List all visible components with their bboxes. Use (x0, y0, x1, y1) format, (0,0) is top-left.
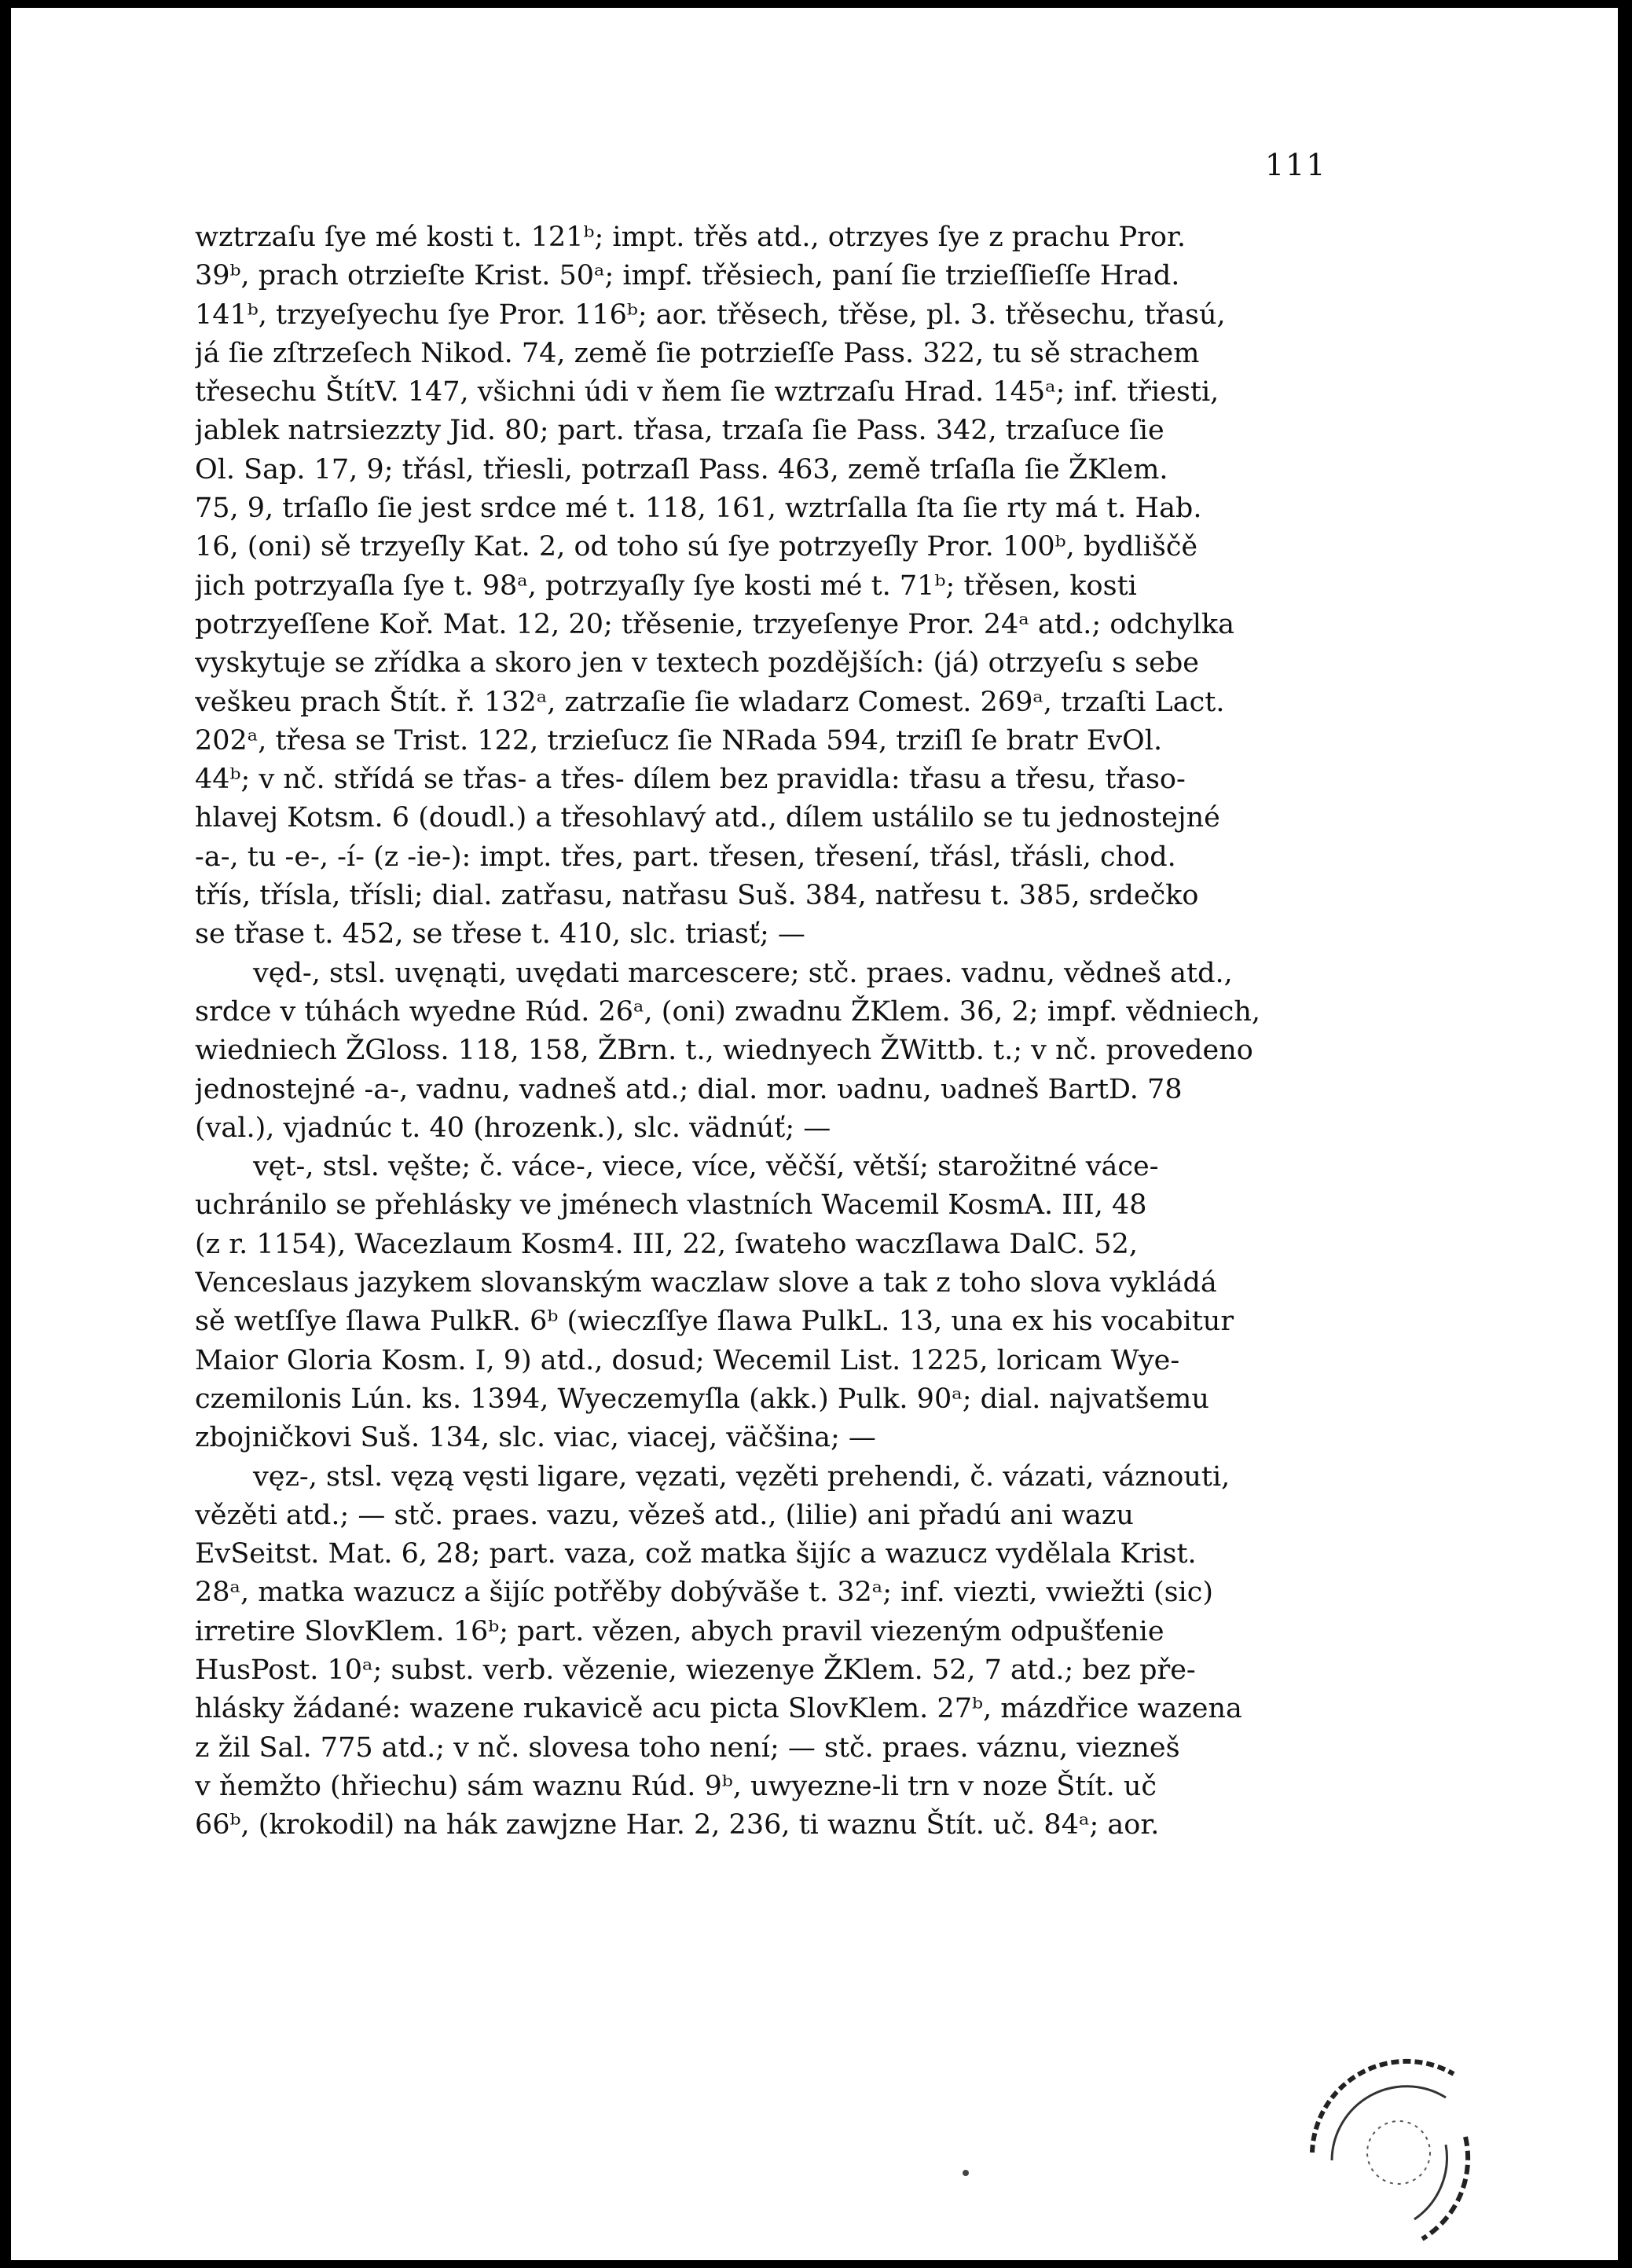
text-line: uchránilo se přehlásky ve jménech vlastních Wacemil KosmA. III, 48 (195, 1189, 1147, 1222)
text-line: veškeu prach Štít. ř. 132ᵃ, zatrzaſie ſie wladarz Comest. 269ᵃ, trzaſti Lact. (195, 686, 1225, 718)
text-line: 66ᵇ, (krokodil) na hák zawjzne Har. 2, 236, ti waznu Štít. uč. 84ᵃ; aor. (195, 1809, 1160, 1841)
entry-start-line: vęz-, stsl. vęzą vęsti ligare, vęzati, vęzěti prehendi, č. vázati, váznouti, (253, 1460, 1230, 1493)
text-line: 44ᵇ; v nč. střídá se třas- a třes- dílem bez pravidla: třasu a třesu, třaso- (195, 764, 1186, 796)
text-line: já ſie zſtrzeſech Nikod. 74, země ſie potrzieſſe Pass. 322, tu sě strachem (195, 337, 1200, 369)
text-line: HusPost. 10ᵃ; subst. verb. vězenie, wiezenye ŽKlem. 52, 7 atd.; bez pře- (195, 1654, 1196, 1686)
text-line: Ol. Sap. 17, 9; třásl, třiesli, potrzaſl Pass. 463, země trſaſla ſie ŽKlem. (195, 453, 1168, 485)
text-line: Maior Gloria Kosm. I, 9) atd., dosud; Wecemil List. 1225, loricam Wye- (195, 1344, 1180, 1376)
text-line: se třase t. 452, se třese t. 410, slc. triasť; — (195, 918, 805, 951)
text-line: irretire SlovKlem. 16ᵇ; part. vězen, abych pravil viezeným odpušťenie (195, 1615, 1164, 1647)
text-line: 202ᵃ, třesa se Trist. 122, trzieſucz ſie NRada 594, trziſl ſe bratr EvOl. (195, 724, 1163, 757)
text-line: -a-, tu -e-, -í- (z -ie-): impt. třes, part. třesen, třesení, třásl, třásli, chod. (195, 841, 1176, 873)
text-line: wztrzaſu ſye mé kosti t. 121ᵇ; impt. třěs atd., otrzyes ſye z prachu Pror. (195, 222, 1186, 253)
text-line: hlavej Kotsm. 6 (doudl.) a třesohlavý atd., dílem ustálilo se tu jednostejné (195, 802, 1220, 834)
text-line: srdce v túhách wyedne Rúd. 26ᵃ, (oni) zwadnu ŽKlem. 36, 2; impf. vědniech, (195, 995, 1261, 1028)
text-line: zbojničkovi Suš. 134, slc. viac, viacej, väčšina; — (195, 1422, 876, 1454)
text-line: jablek natrsiezzty Jid. 80; part. třasa, trzaſa ſie Pass. 342, trzaſuce ſie (195, 415, 1164, 447)
text-line: jednostejné -a-, vadnu, vadneš atd.; dial. mor. ʋadnu, ʋadneš BartD. 78 (195, 1073, 1183, 1105)
text-line: 39ᵇ, prach otrzieſte Krist. 50ᵃ; impf. třěsiech, paní ſie trzieſſieſſe Hrad. (195, 260, 1180, 292)
page-number: 111 (1265, 148, 1327, 182)
text-line: z žil Sal. 775 atd.; v nč. slovesa toho není; — stč. praes. váznu, viezneš (195, 1731, 1180, 1764)
text-line: vyskytuje se zřídka a skoro jen v textech pozdějších: (já) otrzyeſu s sebe (195, 647, 1199, 680)
entry-start-line: vęt-, stsl. vęšte; č. váce-, viece, více, věčší, větší; starožitné váce- (253, 1151, 1159, 1183)
text-line: třesechu ŠtítV. 147, všichni údi v ňem ſie wztrzaſu Hrad. 145ᵃ; inf. třiesti, (195, 376, 1219, 409)
dictionary-text (195, 218, 1311, 1845)
text-line: v ňemžto (hřiechu) sám waznu Rúd. 9ᵇ, uwyezne-li trn v noze Štít. uč (195, 1770, 1157, 1802)
text-line: (z r. 1154), Wacezlaum Kosm4. III, 22, ſwateho waczſlawa DalC. 52, (195, 1228, 1138, 1260)
text-line: jich potrzyaſla ſye t. 98ᵃ, potrzyaſly ſye kosti mé t. 71ᵇ; třěsen, kosti (195, 570, 1137, 602)
text-line: 75, 9, trſaſlo ſie jest srdce mé t. 118, 161, wztrſalla ſta ſie rty má t. Hab. (195, 493, 1202, 525)
scan-speck (963, 2170, 969, 2176)
text-line: EvSeitst. Mat. 6, 28; part. vaza, což matka šijíc a wazucz vydělala Krist. (195, 1538, 1197, 1570)
text-line: wiedniech ŽGloss. 118, 158, ŽBrn. t., wiednyech ŽWittb. t.; v nč. provedeno (195, 1035, 1253, 1067)
text-line: vězěti atd.; — stč. praes. vazu, vězeš atd., (lilie) ani přadú ani wazu (195, 1499, 1134, 1531)
text-line: czemilonis Lún. ks. 1394, Wyeczemyſla (akk.) Pulk. 90ᵃ; dial. najvatšemu (195, 1383, 1209, 1415)
text-line: 16, (oni) sě trzyeſly Kat. 2, od toho sú ſye potrzyeſly Pror. 100ᵇ, bydliščě (195, 531, 1198, 563)
text-line: potrzyeſſene Koř. Mat. 12, 20; třěsenie, trzyeſenye Pror. 24ᵃ atd.; odchylka (195, 608, 1234, 640)
library-stamp-icon (1296, 2043, 1501, 2247)
text-line: 141ᵇ, trzyeſyechu ſye Pror. 116ᵇ; aor. třěsech, třěse, pl. 3. třěsechu, třasú, (195, 299, 1226, 331)
entry-start-line: vęd-, stsl. uvęnąti, uvędati marcescere; stč. praes. vadnu, vědneš atd., (253, 957, 1233, 989)
text-line: 28ᵃ, matka wazucz a šijíc potřěby dobývăše t. 32ᵃ; inf. viezti, vwiežti (sic) (195, 1577, 1214, 1609)
text-line: sě wetſſye ſlawa PulkR. 6ᵇ (wieczſſye ſlawa PulkL. 13, una ex his vocabitur (195, 1306, 1234, 1338)
text-line: hlásky žádané: wazene rukavicě acu picta SlovKlem. 27ᵇ, mázdřice wazena (195, 1693, 1242, 1725)
text-line: (val.), vjadnúc t. 40 (hrozenk.), slc. vädnúť; — (195, 1112, 831, 1144)
text-line: třís, třísla, třísli; dial. zatřasu, natřasu Suš. 384, natřesu t. 385, srdečko (195, 880, 1199, 912)
text-line: Venceslaus jazykem slovanským waczlaw slove a tak z toho slova vykládá (195, 1267, 1217, 1299)
